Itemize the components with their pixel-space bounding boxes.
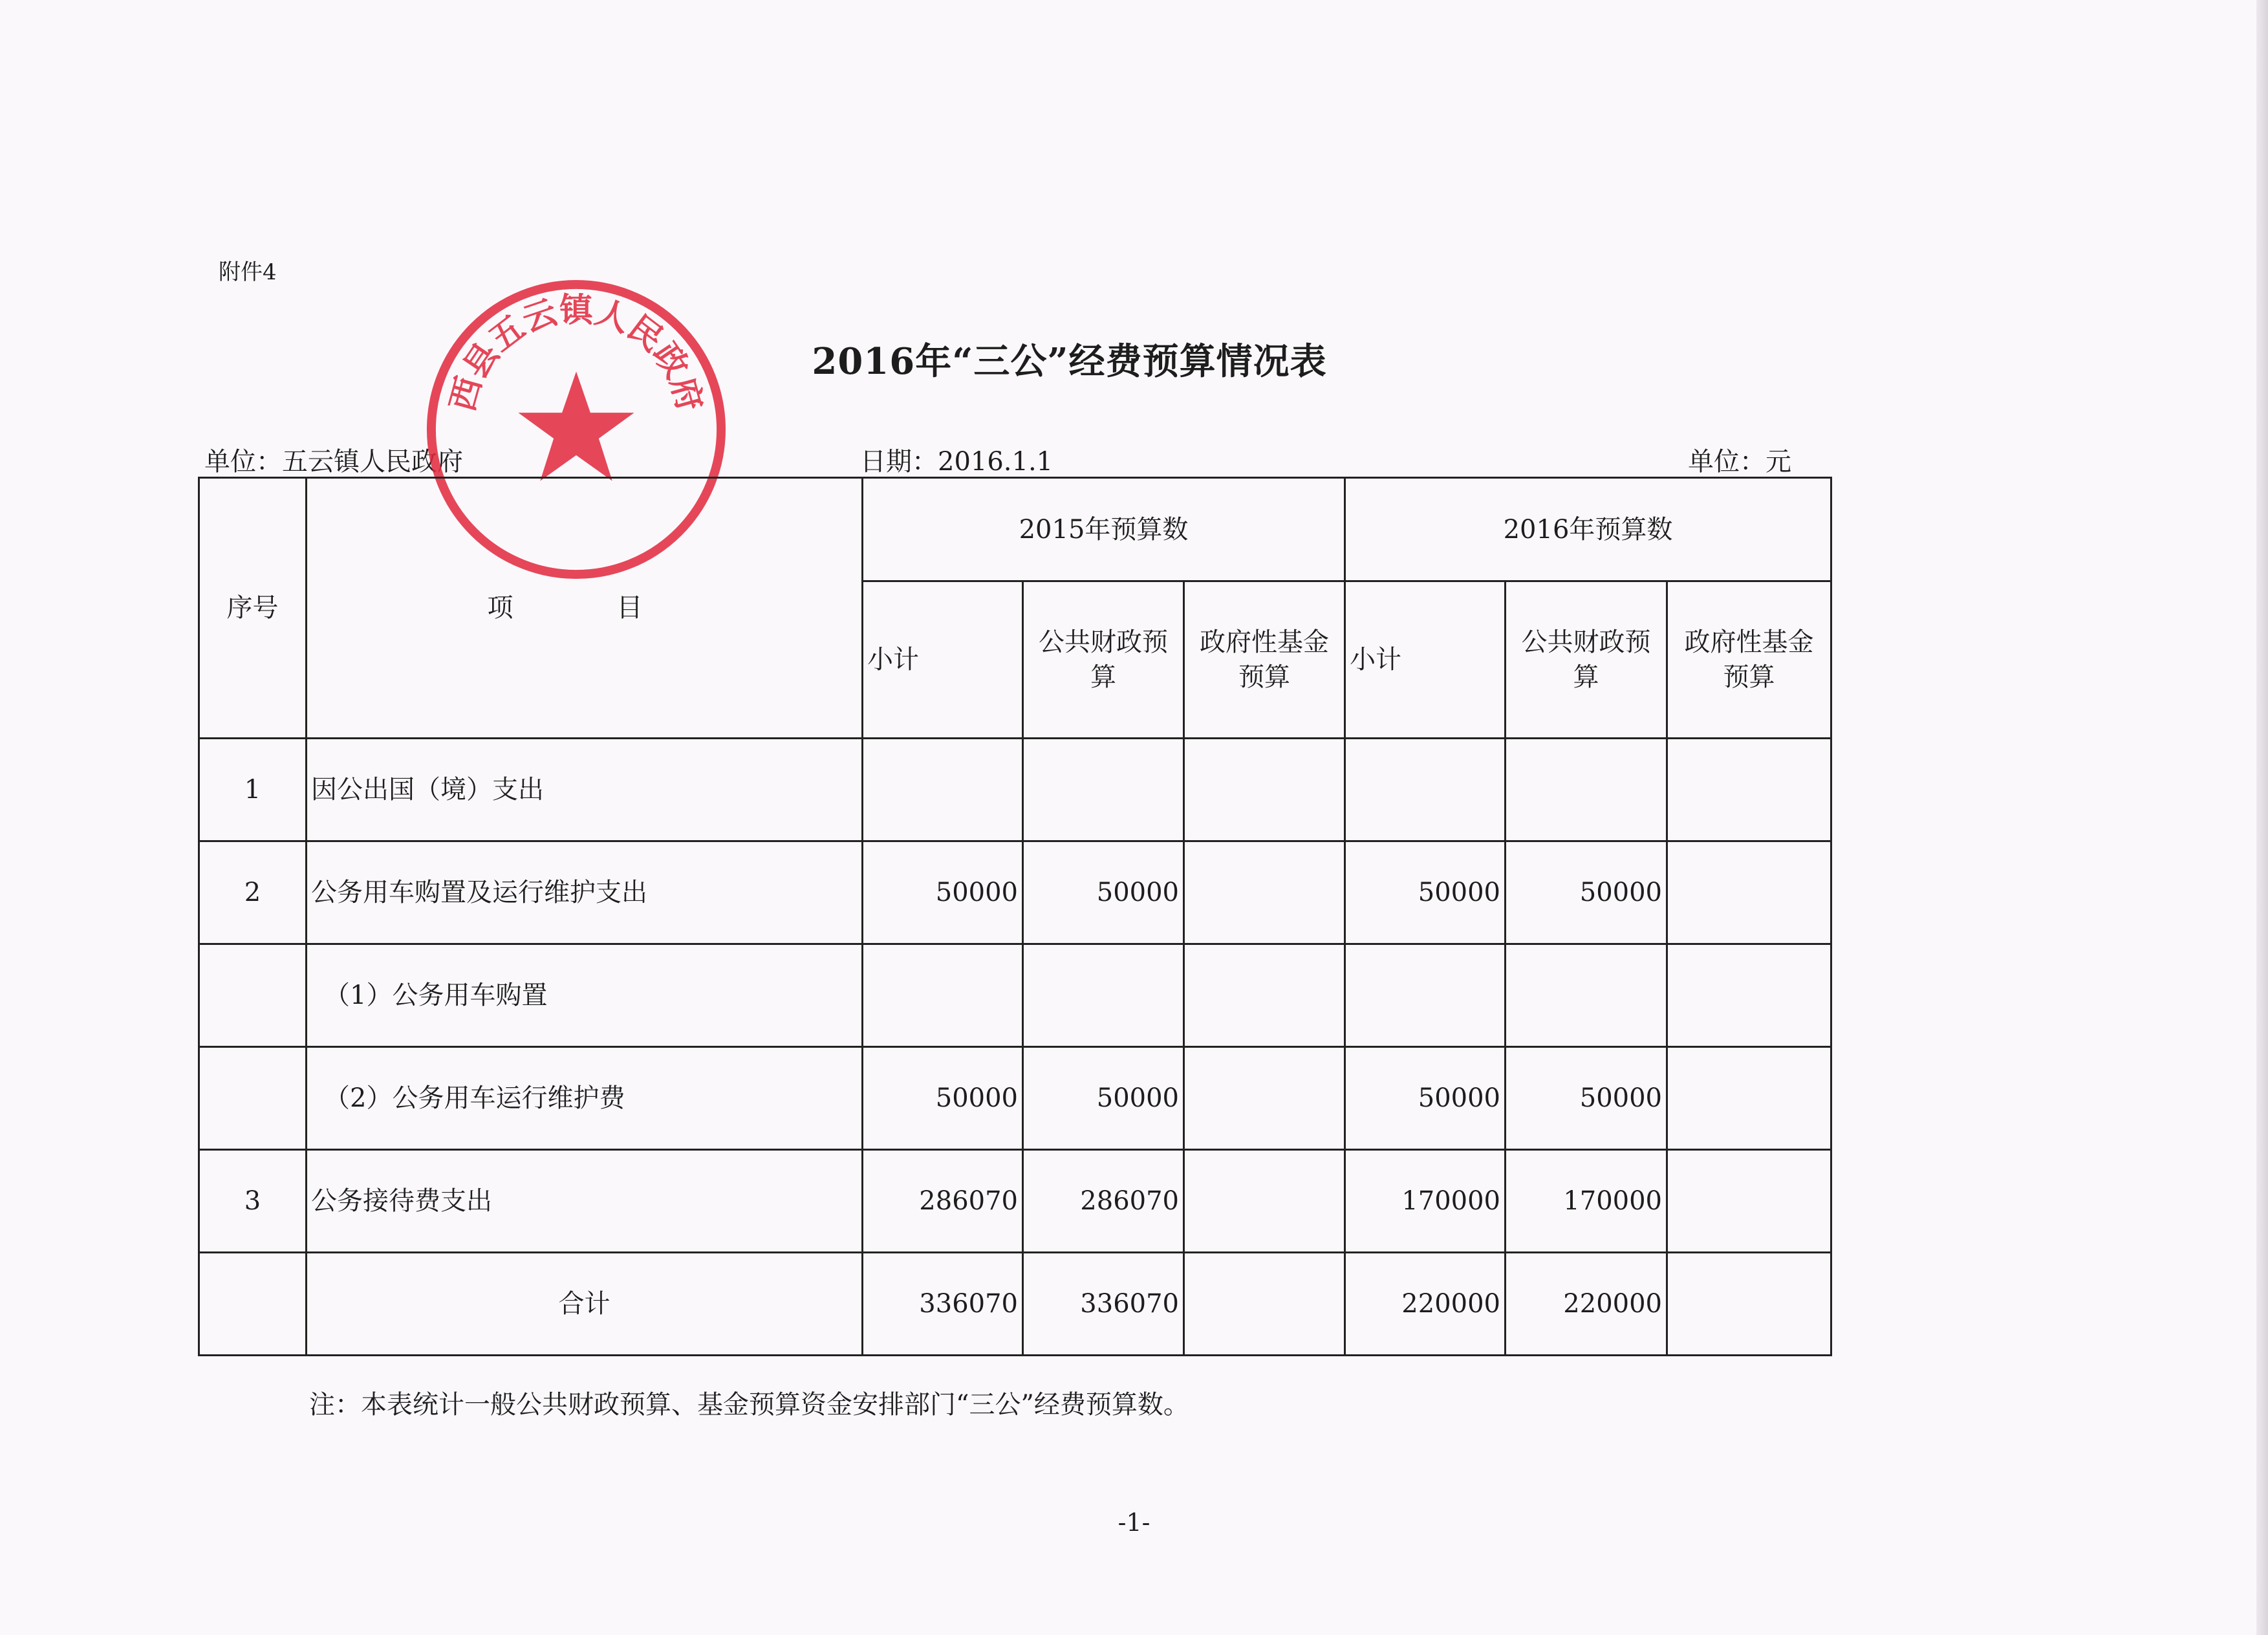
cell-total-2015 — [863, 944, 1023, 1047]
cell-fund-2015 — [1184, 739, 1345, 841]
row-item: 因公出国（境）支出 — [307, 739, 863, 841]
row-seq — [199, 944, 307, 1047]
sub-fund-2015-header: 政府性基金预算 — [1184, 581, 1345, 739]
row-seq: 1 — [199, 739, 307, 841]
cell-public-2015: 286070 — [1023, 1150, 1184, 1253]
cell-total-2016: 170000 — [1345, 1150, 1506, 1253]
cell-public-2016: 170000 — [1506, 1150, 1667, 1253]
row-item: （1）公务用车购置 — [307, 944, 863, 1047]
cell-public-2015 — [1023, 739, 1184, 841]
sub-fund-2016-header: 政府性基金预算 — [1667, 581, 1831, 739]
cell-public-2015: 50000 — [1023, 841, 1184, 944]
group-2016-header: 2016年预算数 — [1345, 478, 1831, 581]
table-row — [199, 1150, 1831, 1253]
cell-total-2015 — [863, 739, 1023, 841]
row-item: 公务用车购置及运行维护支出 — [307, 841, 863, 944]
row-item: （2）公务用车运行维护费 — [307, 1047, 863, 1150]
cell-public-2015: 50000 — [1023, 1047, 1184, 1150]
row-seq — [199, 1047, 307, 1150]
paper-edge — [2256, 0, 2268, 1635]
cell-total-2015: 336070 — [863, 1253, 1023, 1356]
table-total-row — [199, 1253, 1831, 1356]
page-number: -1- — [1118, 1508, 1150, 1537]
cell-total-2016: 50000 — [1345, 841, 1506, 944]
cell-fund-2015 — [1184, 1047, 1345, 1150]
row-seq: 3 — [199, 1150, 307, 1253]
cell-public-2016 — [1506, 944, 1667, 1047]
cell-total-2015: 286070 — [863, 1150, 1023, 1253]
cell-public-2015 — [1023, 944, 1184, 1047]
cell-public-2016: 50000 — [1506, 1047, 1667, 1150]
cell-fund-2016 — [1667, 1047, 1831, 1150]
cell-total-2016 — [1345, 944, 1506, 1047]
group-2015-header: 2015年预算数 — [863, 478, 1345, 581]
table-row — [199, 841, 1831, 944]
table-row — [199, 944, 1831, 1047]
budget-table — [198, 477, 1832, 1356]
cell-public-2016: 220000 — [1506, 1253, 1667, 1356]
cell-public-2016 — [1506, 739, 1667, 841]
cell-fund-2015 — [1184, 1253, 1345, 1356]
sub-public-2015-header: 公共财政预算 — [1023, 581, 1184, 739]
document-title: 2016年“三公”经费预算情况表 — [812, 340, 1327, 383]
cell-total-2016: 220000 — [1345, 1253, 1506, 1356]
cell-fund-2015 — [1184, 944, 1345, 1047]
row-item: 公务接待费支出 — [307, 1150, 863, 1253]
cell-fund-2016 — [1667, 1150, 1831, 1253]
col-item-header: 项 目 — [307, 478, 863, 739]
sub-total-2016-header: 小计 — [1345, 581, 1506, 739]
attachment-label: 附件4 — [219, 259, 277, 285]
cell-fund-2016 — [1667, 944, 1831, 1047]
cell-fund-2015 — [1184, 1150, 1345, 1253]
cell-fund-2016 — [1667, 739, 1831, 841]
cell-total-2015: 50000 — [863, 1047, 1023, 1150]
svg-text:西县五云镇人民政府: 西县五云镇人民政府 — [443, 291, 709, 416]
report-date: 日期：2016.1.1 — [860, 447, 1053, 477]
table-row — [199, 1047, 1831, 1150]
cell-public-2015: 336070 — [1023, 1253, 1184, 1356]
row-item-total: 合计 — [307, 1253, 863, 1356]
unit-org: 单位：五云镇人民政府 — [204, 447, 463, 477]
row-seq — [199, 1253, 307, 1356]
row-seq: 2 — [199, 841, 307, 944]
cell-fund-2015 — [1184, 841, 1345, 944]
cell-fund-2016 — [1667, 1253, 1831, 1356]
sub-total-2015-header: 小计 — [863, 581, 1023, 739]
col-seq-header: 序号 — [199, 478, 307, 739]
cell-total-2016: 50000 — [1345, 1047, 1506, 1150]
table-row — [199, 739, 1831, 841]
cell-total-2016 — [1345, 739, 1506, 841]
footnote: 注：本表统计一般公共财政预算、基金预算资金安排部门“三公”经费预算数。 — [309, 1390, 1189, 1420]
sub-public-2016-header: 公共财政预算 — [1506, 581, 1667, 739]
cell-total-2015: 50000 — [863, 841, 1023, 944]
unit-currency: 单位：元 — [1688, 447, 1791, 477]
cell-fund-2016 — [1667, 841, 1831, 944]
cell-public-2016: 50000 — [1506, 841, 1667, 944]
